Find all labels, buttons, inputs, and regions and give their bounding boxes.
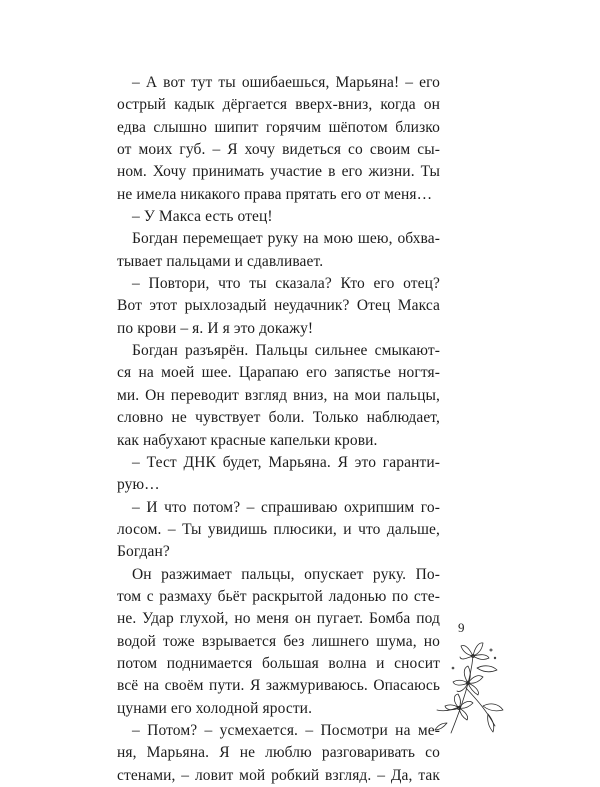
text-line: Богдан перемещает руку на мою шею, обхва-	[132, 230, 440, 248]
text-line: тывает пальцами и сдавливает.	[117, 252, 324, 270]
text-line: ном. Хочу принимать участие в его жизни. Ты	[117, 163, 440, 181]
text-line: Вот этот рыхлозадый неудачник? Отец Макса	[117, 297, 440, 315]
body-text	[117, 72, 440, 787]
page-number: 9	[458, 620, 465, 635]
text-line: потом поднимается большая волна и сносит	[117, 654, 440, 672]
text-line: не имела никакого права прятать его от меня…	[117, 185, 433, 203]
text-line: – И что потом? – спрашиваю охрипшим го-	[132, 498, 440, 516]
text-line: ми. Он переводит взгляд вниз, на мои пальцы,	[117, 386, 440, 404]
text-line: цунами его холодной ярости.	[117, 699, 313, 717]
text-line: острый кадык дёргается вверх-вниз, когда он	[117, 96, 440, 114]
text-line: по крови – я. И я это докажу!	[117, 319, 314, 337]
text-line: рую…	[117, 476, 160, 494]
text-line: лосом. – Ты увидишь плюсики, и что дальше,	[117, 520, 440, 538]
text-line: водой тоже взрывается без лишнего шума, но	[117, 632, 440, 650]
text-line: – А вот тут ты ошибаешься, Марьяна! – его	[132, 74, 440, 91]
text-line: – Тест ДНК будет, Марьяна. Я это гаранти-	[132, 453, 440, 471]
text-line: том с размаху бьёт раскрытой ладонью по сте-	[117, 587, 440, 605]
text-line: словно не чувствует боли. Только наблюдает,	[117, 409, 440, 427]
text-line: всё на своём пути. Я зажмуриваюсь. Опасаюсь	[117, 677, 440, 695]
text-line: – Потом? – усмехается. – Посмотри на ме-	[132, 721, 440, 739]
text-line: как набухают красные капельки крови.	[117, 431, 378, 449]
text-line: от моих губ. – Я хочу видеться со своим сы-	[117, 141, 440, 159]
text-line: – Повтори, что ты сказала? Кто его отец?	[132, 275, 440, 293]
flower-sketch-icon	[433, 628, 508, 738]
text-line: едва слышно шипит горячим шёпотом близко	[117, 118, 440, 136]
text-line: – У Макса есть отец!	[132, 208, 273, 226]
text-line: ня, Марьяна. Я не люблю разговаривать со	[117, 744, 440, 762]
text-line: стенами, – ловит мой робкий взгляд. – Да, так	[117, 766, 440, 784]
text-line: Он разжимает пальцы, опускает руку. По-	[132, 565, 440, 583]
text-line: не. Удар глухой, но меня он пугает. Бомба под	[117, 610, 440, 628]
text-line: ся на моей шее. Царапаю его запястье ногтя-	[117, 364, 440, 382]
text-line: Богдан разъярён. Пальцы сильнее смыкают-	[132, 342, 440, 360]
text-line: Богдан?	[117, 543, 170, 561]
